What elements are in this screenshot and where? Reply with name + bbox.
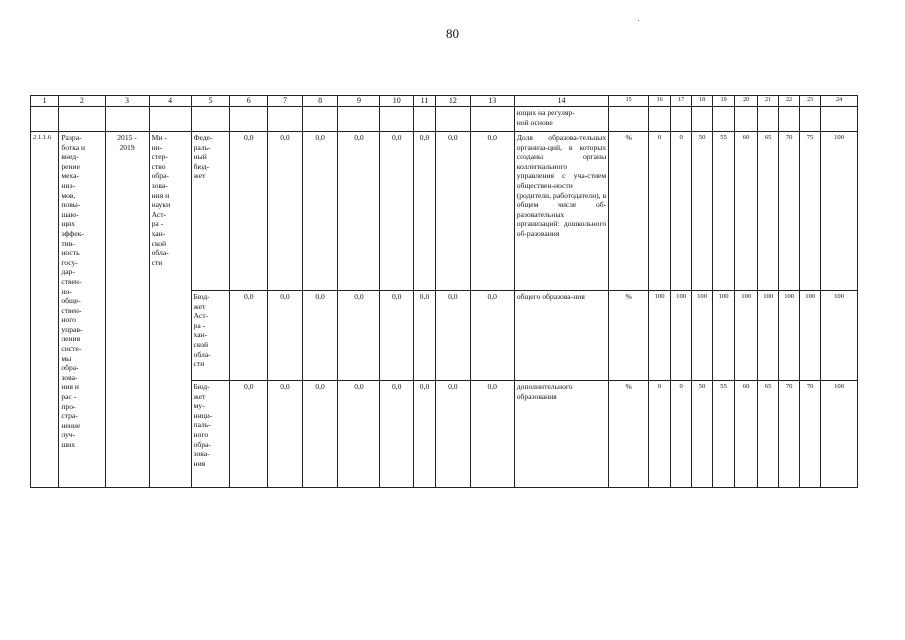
empty-cell	[735, 107, 758, 132]
column-number: 23	[800, 96, 821, 107]
funding-source-cell: Бюд- жет Аст- ра - хан- ской обла- сти	[191, 291, 230, 381]
empty-cell	[758, 107, 779, 132]
amount-cell: 0,0	[436, 132, 471, 291]
column-number: 2	[59, 96, 105, 107]
value-cell: 0	[671, 381, 692, 488]
value-cell: 100	[735, 291, 758, 381]
value-cell: 100	[671, 291, 692, 381]
executor-cell: Ми - ни- стер- ство обра- зова- ния и науки Аст- ра - хан- ской обла- сти	[149, 132, 191, 488]
column-number: 19	[713, 96, 735, 107]
amount-cell: 0,0	[470, 132, 514, 291]
amount-cell: 0,0	[436, 381, 471, 488]
value-cell: 55	[713, 381, 735, 488]
value-cell: 100	[821, 291, 858, 381]
value-cell: 70	[800, 381, 821, 488]
value-cell: 65	[758, 132, 779, 291]
empty-cell	[649, 107, 671, 132]
value-cell: 100	[713, 291, 735, 381]
carryover-row	[31, 107, 858, 132]
scan-speck	[638, 20, 639, 21]
empty-cell	[692, 107, 713, 132]
amount-cell: 0,0	[230, 381, 268, 488]
empty-cell	[268, 107, 303, 132]
amount-cell: 0,0	[414, 291, 436, 381]
column-number: 22	[779, 96, 800, 107]
column-number: 18	[692, 96, 713, 107]
value-cell: 100	[821, 381, 858, 488]
funding-source-cell: Бюд- жет му- ници- паль- ного обра- зова- ния	[191, 381, 230, 488]
column-number: 9	[338, 96, 380, 107]
empty-cell	[470, 107, 514, 132]
column-number: 11	[414, 96, 436, 107]
value-cell: 100	[821, 132, 858, 291]
amount-cell: 0,0	[470, 381, 514, 488]
empty-cell	[713, 107, 735, 132]
amount-cell: 0,0	[302, 381, 338, 488]
carryover-indicator-text: ющих на регуляр- ной основе	[514, 107, 608, 132]
empty-cell	[59, 107, 105, 132]
indicator-cell: общего образова-ния	[514, 291, 608, 381]
value-cell: 50	[692, 381, 713, 488]
amount-cell: 0,0	[302, 291, 338, 381]
value-cell: 0	[671, 132, 692, 291]
activity-title-cell: Разра- ботка и внед- рение меха- низ- мов, повы- шаю- щих эффек- тив- ность госу- дар- ствен- но- обще- ствен- ного управ- ления систе- мы обра- зова- ния и рас - про- стра- нение луч- ших	[59, 132, 105, 488]
amount-cell: 0,0	[338, 132, 380, 291]
item-number-cell: 2.1.1.6	[31, 132, 59, 488]
column-number: 1	[31, 96, 59, 107]
empty-cell	[380, 107, 414, 132]
table-row	[31, 132, 858, 291]
program-table	[30, 95, 858, 488]
amount-cell: 0,0	[268, 291, 303, 381]
indicator-cell: Доля образова-тельных организа-ций, в которых созданы органы коллегиального управления с уча-стием обществен-ности (родители, работодатели), в общем числе об-разовательных организаций: дошкольного об-разования	[514, 132, 608, 291]
amount-cell: 0,0	[338, 381, 380, 488]
unit-cell: %	[609, 132, 649, 291]
amount-cell: 0,0	[230, 291, 268, 381]
column-number: 3	[105, 96, 149, 107]
amount-cell: 0,0	[414, 381, 436, 488]
amount-cell: 0,0	[268, 132, 303, 291]
empty-cell	[779, 107, 800, 132]
value-cell: 100	[758, 291, 779, 381]
value-cell: 55	[713, 132, 735, 291]
amount-cell: 0,0	[380, 381, 414, 488]
empty-cell	[821, 107, 858, 132]
value-cell: 60	[735, 381, 758, 488]
value-cell: 100	[779, 291, 800, 381]
value-cell: 100	[649, 291, 671, 381]
column-number: 5	[191, 96, 230, 107]
value-cell: 0	[649, 381, 671, 488]
empty-cell	[191, 107, 230, 132]
column-number: 24	[821, 96, 858, 107]
amount-cell: 0,0	[380, 291, 414, 381]
indicator-cell: дополнительного образования	[514, 381, 608, 488]
value-cell: 75	[800, 132, 821, 291]
page-number: 80	[446, 26, 459, 41]
column-number: 20	[735, 96, 758, 107]
column-number: 13	[470, 96, 514, 107]
amount-cell: 0,0	[268, 381, 303, 488]
column-number: 17	[671, 96, 692, 107]
column-number: 15	[609, 96, 649, 107]
amount-cell: 0,0	[338, 291, 380, 381]
amount-cell: 0,0	[230, 132, 268, 291]
column-number: 4	[149, 96, 191, 107]
empty-cell	[800, 107, 821, 132]
value-cell: 100	[692, 291, 713, 381]
value-cell: 0	[649, 132, 671, 291]
empty-cell	[338, 107, 380, 132]
empty-cell	[230, 107, 268, 132]
empty-cell	[31, 107, 59, 132]
value-cell: 70	[779, 132, 800, 291]
period-cell: 2015 - 2019	[105, 132, 149, 488]
value-cell: 65	[758, 381, 779, 488]
amount-cell: 0,0	[414, 132, 436, 291]
column-number: 12	[436, 96, 471, 107]
amount-cell: 0,0	[380, 132, 414, 291]
amount-cell: 0,0	[470, 291, 514, 381]
column-number: 14	[514, 96, 608, 107]
column-number: 8	[302, 96, 338, 107]
empty-cell	[149, 107, 191, 132]
empty-cell	[609, 107, 649, 132]
amount-cell: 0,0	[302, 132, 338, 291]
unit-cell: %	[609, 381, 649, 488]
amount-cell: 0,0	[436, 291, 471, 381]
funding-source-cell: Феде- раль- ный бюд- жет	[191, 132, 230, 291]
column-number: 6	[230, 96, 268, 107]
unit-cell: %	[609, 291, 649, 381]
value-cell: 50	[692, 132, 713, 291]
value-cell: 70	[779, 381, 800, 488]
column-number: 16	[649, 96, 671, 107]
empty-cell	[414, 107, 436, 132]
column-number: 21	[758, 96, 779, 107]
column-number: 10	[380, 96, 414, 107]
empty-cell	[105, 107, 149, 132]
value-cell: 100	[800, 291, 821, 381]
column-number: 7	[268, 96, 303, 107]
empty-cell	[671, 107, 692, 132]
column-number-row	[31, 96, 858, 107]
value-cell: 60	[735, 132, 758, 291]
empty-cell	[436, 107, 471, 132]
empty-cell	[302, 107, 338, 132]
